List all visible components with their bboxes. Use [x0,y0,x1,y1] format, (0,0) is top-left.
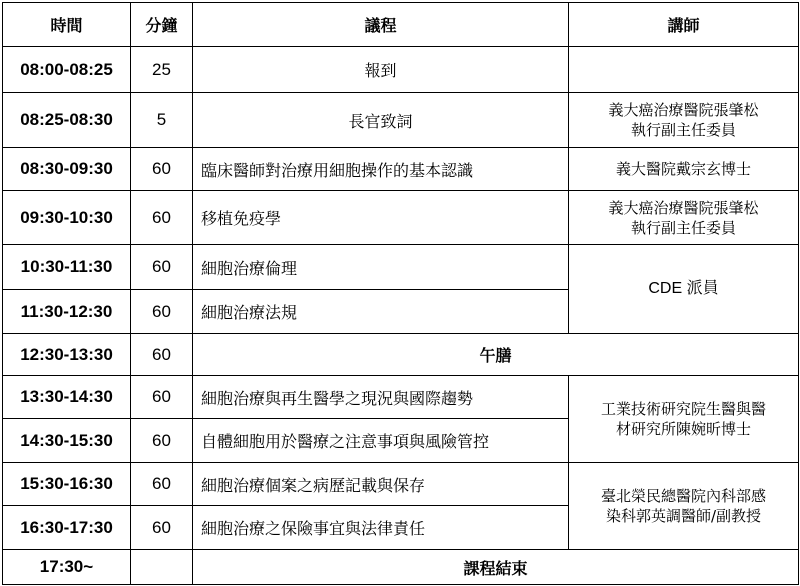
speaker-cell [569,47,799,93]
time-cell: 08:25-08:30 [3,93,131,148]
speaker-line: 義大癌治療醫院張肇松 [608,198,759,217]
time-cell: 08:00-08:25 [3,47,131,93]
minutes-cell: 25 [131,47,193,93]
agenda-cell: 細胞治療倫理 [193,245,569,290]
speaker-cell-itri [569,376,799,463]
agenda-cell: 細胞治療個案之病歷記載與保存 [193,463,569,506]
agenda-cell: 報到 [193,47,569,93]
time-cell: 13:30-14:30 [3,376,131,419]
time-cell: 15:30-16:30 [3,463,131,506]
time-cell: 14:30-15:30 [3,419,131,463]
speaker-line: 染科郭英調醫師/副教授 [605,507,762,525]
speaker-line: CDE 派員 [648,280,719,297]
agenda-cell-end: 課程結束 [193,550,799,585]
agenda-cell: 移植免疫學 [193,191,569,245]
speaker-cell [569,148,799,191]
time-cell: 16:30-17:30 [3,506,131,550]
time-cell: 17:30~ [3,550,131,585]
agenda-cell: 細胞治療與再生醫學之現況與國際趨勢 [193,376,569,419]
table-row [3,191,799,245]
speaker-line: 義大癌治療醫院張肇松 [608,101,759,119]
table-row [3,376,799,419]
speaker-cell [569,93,799,148]
minutes-cell [131,550,193,585]
table-row [3,93,799,148]
speaker-line: 執行副主任委員 [630,218,736,237]
minutes-cell: 60 [131,290,193,334]
time-cell: 12:30-13:30 [3,334,131,376]
speaker-line: 義大醫院戴宗玄博士 [615,160,751,178]
minutes-cell: 5 [131,93,193,148]
agenda-cell-lunch: 午膳 [193,334,799,376]
minutes-cell: 60 [131,245,193,290]
minutes-cell: 60 [131,334,193,376]
speaker-cell-vghtpe [569,463,799,550]
agenda-cell: 細胞治療法規 [193,290,569,334]
table-row [3,47,799,93]
speaker-line: 執行副主任委員 [630,121,736,139]
table-row [3,245,799,290]
table-row [3,463,799,506]
agenda-table [2,2,799,585]
speaker-cell [569,191,799,245]
header-speaker: 講師 [569,3,799,47]
header-agenda: 議程 [193,3,569,47]
minutes-cell: 60 [131,191,193,245]
time-cell: 08:30-09:30 [3,148,131,191]
minutes-cell: 60 [131,463,193,506]
agenda-cell: 細胞治療之保險事宜與法律責任 [193,506,569,550]
time-cell: 09:30-10:30 [3,191,131,245]
speaker-cell-cde [569,245,799,334]
minutes-cell: 60 [131,376,193,419]
speaker-line: 工業技術研究院生醫與醫 [600,400,766,418]
time-cell: 11:30-12:30 [3,290,131,334]
agenda-cell: 臨床醫師對治療用細胞操作的基本認識 [193,148,569,191]
header-time: 時間 [3,3,131,47]
table-row [3,148,799,191]
table-row [3,550,799,585]
speaker-line: 臺北榮民總醫院內科部感 [600,487,766,505]
minutes-cell: 60 [131,506,193,550]
speaker-line: 材研究所陳婉昕博士 [615,420,751,438]
agenda-cell: 自體細胞用於醫療之注意事項與風險管控 [193,419,569,463]
agenda-cell: 長官致詞 [193,93,569,148]
time-cell: 10:30-11:30 [3,245,131,290]
header-minutes: 分鐘 [131,3,193,47]
minutes-cell: 60 [131,148,193,191]
header-row [3,3,799,47]
minutes-cell: 60 [131,419,193,463]
table-row [3,334,799,376]
